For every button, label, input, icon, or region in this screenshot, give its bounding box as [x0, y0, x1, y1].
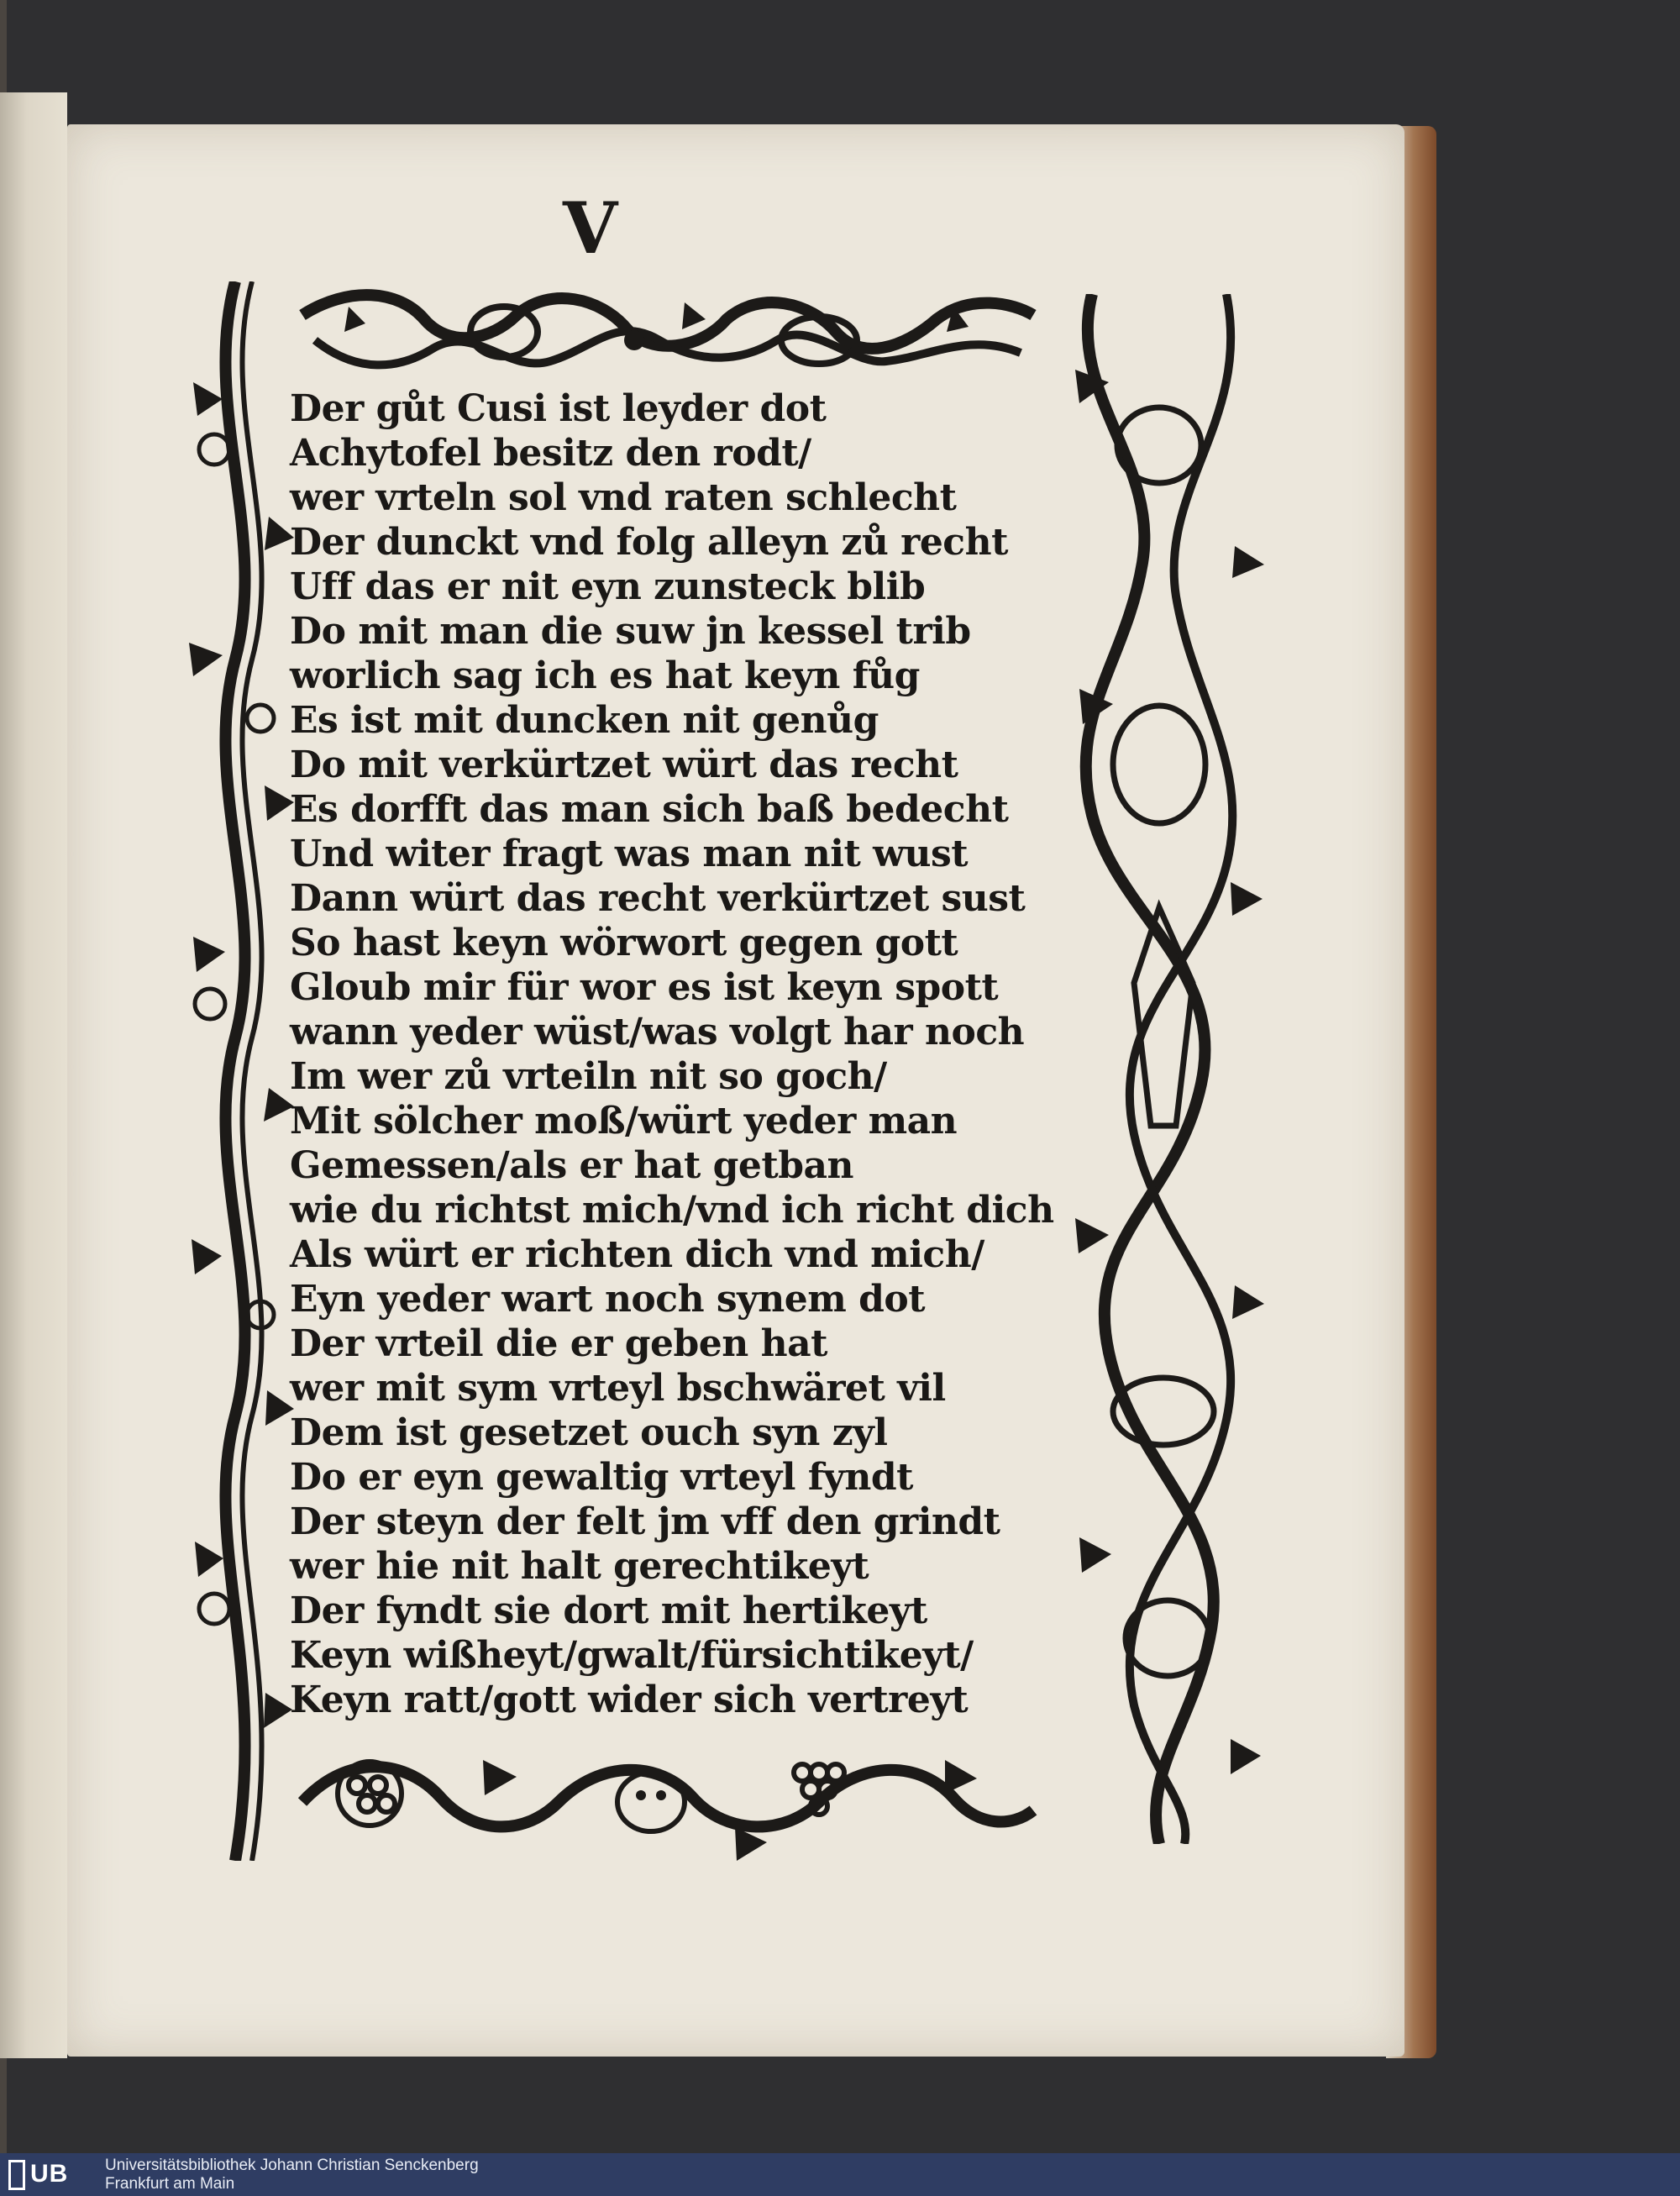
verse-line: wer hie nit halt gerechtikeyt — [290, 1545, 869, 1588]
library-location: Frankfurt am Main — [105, 2175, 235, 2193]
verse-line: Keyn wißheyt/gwalt/fürsichtikeyt/ — [290, 1634, 974, 1677]
library-logo-mark — [8, 2160, 25, 2190]
verse-line: Do mit verkürtzet würt das recht — [290, 743, 958, 786]
verse-line: So hast keyn wörwort gegen gott — [290, 922, 958, 964]
library-logo — [8, 2160, 68, 2190]
verse-line: Der fyndt sie dort mit hertikeyt — [290, 1589, 927, 1632]
verse-line: Do mit man die suw jn kessel trib — [290, 610, 971, 653]
verse-line: Uff das er nit eyn zunsteck blib — [290, 565, 926, 608]
verse-line: Mit sölcher moß/würt yeder man — [290, 1100, 958, 1143]
verse-text — [290, 386, 1054, 1722]
verse-line: Dann würt das recht verkürtzet sust — [290, 877, 1026, 920]
verse-line: wann yeder wüst/was volgt har noch — [290, 1011, 1025, 1053]
verse-line: Dem ist gesetzet ouch syn zyl — [290, 1411, 888, 1454]
library-logo-text: UB — [30, 2160, 69, 2188]
left-page-edge — [0, 92, 67, 2058]
verse-line: Als würt er richten dich vnd mich/ — [290, 1233, 984, 1276]
verse-line: Achytofel besitz den rodt/ — [290, 432, 811, 475]
verse-line: Keyn ratt/gott wider sich vertreyt — [290, 1679, 969, 1721]
verse-line: wer vrteln sol vnd raten schlecht — [290, 476, 957, 519]
verse-line: Im wer zů vrteiln nit so goch/ — [290, 1055, 887, 1098]
verse-line: Es dorfft das man sich baß bedecht — [290, 788, 1009, 831]
library-footer — [0, 2153, 1680, 2196]
woodcut-border-bottom — [298, 1726, 1037, 1861]
woodcut-border-left — [176, 281, 298, 1861]
verse-line: Der vrteil die er geben hat — [290, 1322, 827, 1365]
verse-line: wer mit sym vrteyl bschwäret vil — [290, 1367, 946, 1410]
woodcut-border-top — [298, 281, 1037, 386]
verse-line: Eyn yeder wart noch synem dot — [290, 1278, 926, 1321]
verse-line: Do er eyn gewaltig vrteyl fyndt — [290, 1456, 913, 1499]
woodcut-border-right — [1058, 294, 1273, 1844]
verse-line: wie du richtst mich/vnd ich richt dich — [290, 1189, 1054, 1232]
verse-line: Und witer fragt was man nit wust — [290, 833, 969, 875]
verse-line: worlich sag ich es hat keyn fůg — [290, 654, 920, 697]
signature-mark: V — [563, 187, 618, 270]
library-name: Universitätsbibliothek Johann Christian Senckenberg — [105, 2157, 479, 2174]
verse-line: Gloub mir für wor es ist keyn spott — [290, 966, 999, 1009]
verse-line: Der steyn der felt jm vff den grindt — [290, 1500, 1000, 1543]
verse-line: Der dunckt vnd folg alleyn zů recht — [290, 521, 1008, 564]
verse-line: Der gůt Cusi ist leyder dot — [290, 387, 827, 430]
verse-line: Es ist mit duncken nit genůg — [290, 699, 879, 742]
verse-line: Gemessen/als er hat getban — [290, 1144, 854, 1187]
